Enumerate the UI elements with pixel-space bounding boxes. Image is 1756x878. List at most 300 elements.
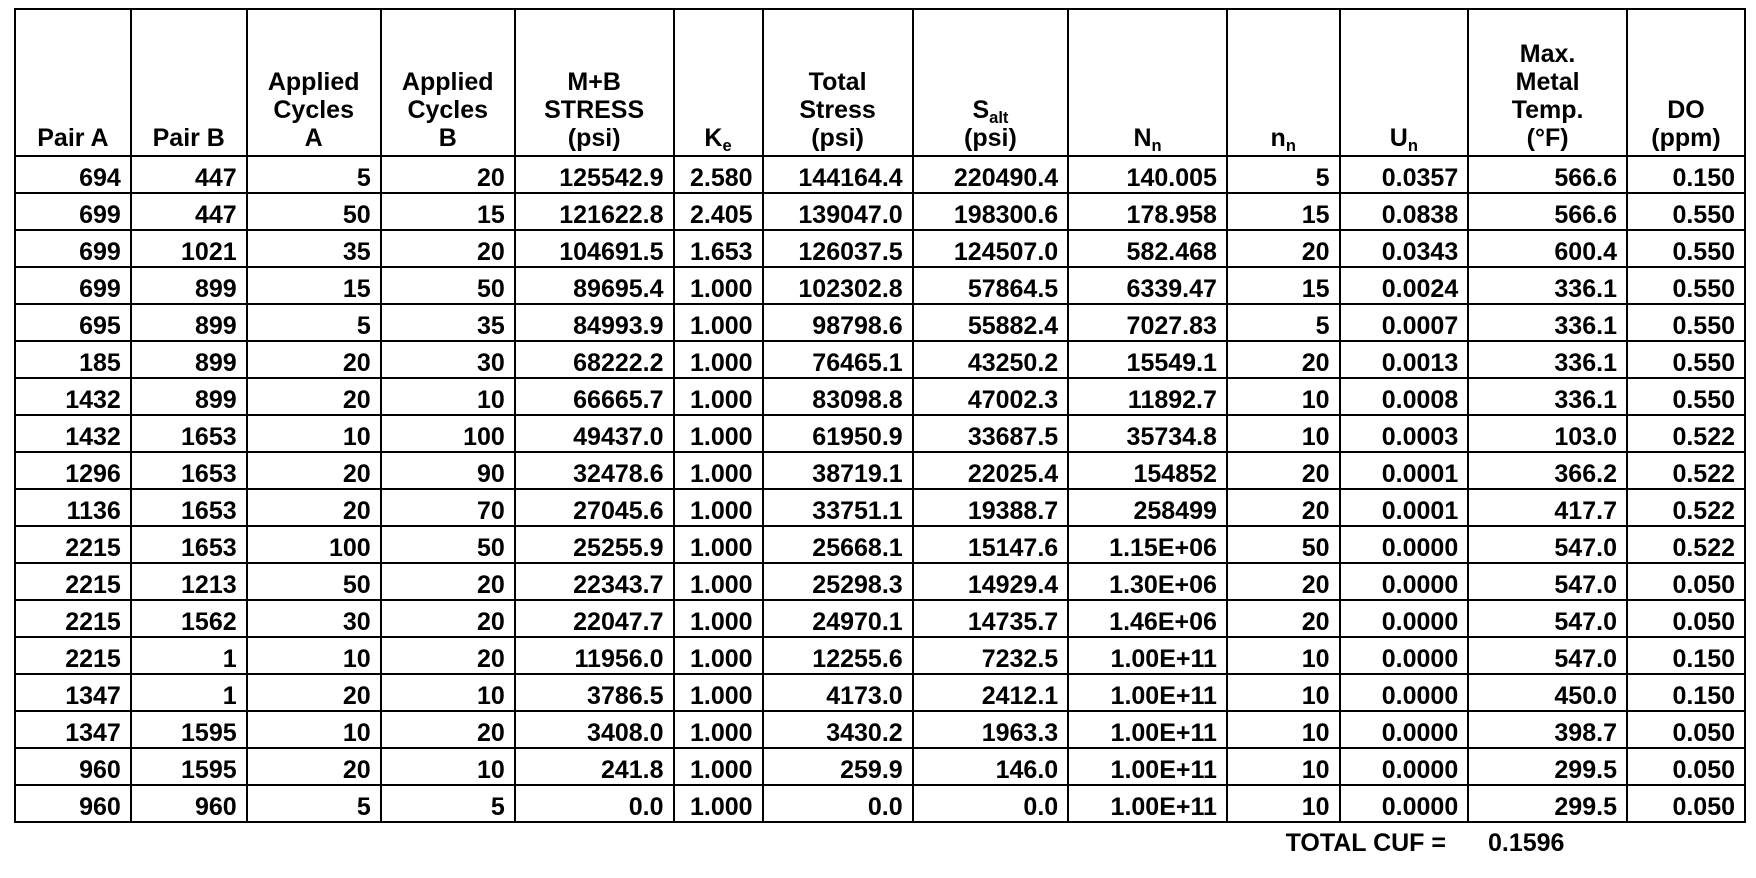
table-cell: 0.150 [1627,674,1745,711]
header-symbol: n [1270,124,1286,152]
table-cell: 547.0 [1468,637,1627,674]
table-cell: 5 [247,304,381,341]
table-cell: 11892.7 [1068,378,1227,415]
table-cell: 1432 [15,378,131,415]
table-cell: 1.000 [674,748,763,785]
table-cell: 1.000 [674,711,763,748]
column-header-nn-cycles [1227,9,1340,156]
table-cell: 1.00E+11 [1068,785,1227,822]
table-cell: 0.550 [1627,341,1745,378]
header-subscript: n [1151,136,1162,155]
table-cell: 336.1 [1468,378,1627,415]
table-cell: 2215 [15,526,131,563]
table-cell: 1.15E+06 [1068,526,1227,563]
table-cell: 121622.8 [515,193,674,230]
table-cell: 1653 [131,415,247,452]
table-cell: 699 [15,193,131,230]
table-cell: 11956.0 [515,637,674,674]
table-cell: 450.0 [1468,674,1627,711]
table-cell: 0.150 [1627,156,1745,193]
table-cell: 1 [131,674,247,711]
table-cell: 899 [131,378,247,415]
table-cell: 20 [381,637,515,674]
table-cell: 0.522 [1627,415,1745,452]
table-cell: 20 [381,600,515,637]
table-cell: 1.00E+11 [1068,637,1227,674]
table-cell: 366.2 [1468,452,1627,489]
header-subscript: e [722,136,732,155]
table-cell: 0.050 [1627,600,1745,637]
table-cell: 70 [381,489,515,526]
table-cell: 20 [1227,489,1340,526]
table-cell: 0.0013 [1340,341,1469,378]
table-cell: 0.0001 [1340,489,1469,526]
table-cell: 1963.3 [913,711,1069,748]
table-cell: 0.0 [763,785,913,822]
table-cell: 90 [381,452,515,489]
table-cell: 20 [1227,452,1340,489]
header-line: Stress [799,96,876,124]
table-cell: 600.4 [1468,230,1627,267]
header-line: Metal [1515,68,1580,96]
header-line: B [438,124,457,152]
table-cell: 20 [247,748,381,785]
table-cell: 20 [247,452,381,489]
table-cell: 5 [381,785,515,822]
header-subscript: n [1407,136,1418,155]
table-cell: 220490.4 [913,156,1069,193]
table-cell: 43250.2 [913,341,1069,378]
table-cell: 24970.1 [763,600,913,637]
table-cell: 0.522 [1627,452,1745,489]
table-cell: 699 [15,267,131,304]
table-cell: 1021 [131,230,247,267]
header-line: (°F) [1526,124,1569,152]
header-line: (psi) [964,124,1017,152]
table-cell: 547.0 [1468,600,1627,637]
header-line: Pair B [152,124,225,152]
table-cell: 38719.1 [763,452,913,489]
table-cell: 35 [381,304,515,341]
table-cell: 198300.6 [913,193,1069,230]
table-cell: 0.0838 [1340,193,1469,230]
table-cell: 1562 [131,600,247,637]
table-cell: 0.522 [1627,489,1745,526]
table-cell: 50 [381,526,515,563]
table-cell: 447 [131,156,247,193]
table-cell: 5 [1227,304,1340,341]
table-cell: 10 [1227,674,1340,711]
table-cell: 1 [131,637,247,674]
table-cell: 33751.1 [763,489,913,526]
table-cell: 7027.83 [1068,304,1227,341]
table-cell: 899 [131,267,247,304]
cumulative-usage-factor-table [14,8,1746,823]
column-header-mb-stress [515,9,674,156]
table-cell: 0.0 [913,785,1069,822]
table-row [15,711,1745,748]
table-cell: 258499 [1068,489,1227,526]
table-cell: 14929.4 [913,563,1069,600]
table-cell: 10 [1227,711,1340,748]
table-cell: 20 [247,489,381,526]
table-cell: 10 [1227,637,1340,674]
table-cell: 1595 [131,748,247,785]
table-cell: 20 [381,711,515,748]
table-cell: 25255.9 [515,526,674,563]
table-cell: 1.000 [674,674,763,711]
table-cell: 76465.1 [763,341,913,378]
table-cell: 0.0007 [1340,304,1469,341]
table-row [15,341,1745,378]
header-symbol: K [704,124,723,152]
table-cell: 49437.0 [515,415,674,452]
table-cell: 0.050 [1627,563,1745,600]
table-cell: 1.000 [674,785,763,822]
table-cell: 0.0000 [1340,526,1469,563]
table-cell: 0.0000 [1340,637,1469,674]
table-cell: 15 [381,193,515,230]
header-line: M+B [567,68,621,96]
table-cell: 1.46E+06 [1068,600,1227,637]
table-cell: 0.0343 [1340,230,1469,267]
table-cell: 19388.7 [913,489,1069,526]
total-cuf-value: 0.1596 [1488,829,1565,857]
table-row [15,415,1745,452]
header-line [1350,124,1459,155]
table-cell: 20 [381,230,515,267]
table-cell: 2.580 [674,156,763,193]
table-cell: 10 [381,378,515,415]
table-cell: 15 [1227,267,1340,304]
table-cell: 0.050 [1627,711,1745,748]
table-cell: 1.000 [674,526,763,563]
table-cell: 960 [131,785,247,822]
table-cell: 0.550 [1627,304,1745,341]
table-cell: 0.550 [1627,267,1745,304]
header-line: Cycles [407,96,489,124]
table-cell: 100 [381,415,515,452]
table-cell: 1.000 [674,489,763,526]
table-cell: 299.5 [1468,785,1627,822]
table-cell: 0.0000 [1340,785,1469,822]
table-cell: 547.0 [1468,563,1627,600]
table-cell: 144164.4 [763,156,913,193]
column-header-ke [674,9,763,156]
table-cell: 1.000 [674,600,763,637]
total-cuf-row [14,829,1746,858]
table-cell: 1.653 [674,230,763,267]
table-row [15,600,1745,637]
table-cell: 15 [247,267,381,304]
table-row [15,674,1745,711]
table-cell: 35 [247,230,381,267]
table-cell: 1.000 [674,378,763,415]
table-cell: 20 [1227,341,1340,378]
table-cell: 32478.6 [515,452,674,489]
table-cell: 50 [247,193,381,230]
table-cell: 0.0000 [1340,563,1469,600]
table-row [15,378,1745,415]
table-cell: 61950.9 [763,415,913,452]
table-cell: 1.00E+11 [1068,711,1227,748]
table-cell: 547.0 [1468,526,1627,563]
table-cell: 447 [131,193,247,230]
column-header-nn-capacity [1068,9,1227,156]
table-cell: 336.1 [1468,267,1627,304]
column-header-applied-cycles-a [247,9,381,156]
table-cell: 22025.4 [913,452,1069,489]
table-cell: 20 [381,156,515,193]
table-cell: 0.550 [1627,378,1745,415]
table-cell: 7232.5 [913,637,1069,674]
table-cell: 10 [247,637,381,674]
table-cell: 104691.5 [515,230,674,267]
table-cell: 2215 [15,637,131,674]
header-line: (psi) [811,124,864,152]
table-cell: 1.000 [674,452,763,489]
table-cell: 2215 [15,563,131,600]
table-cell: 582.468 [1068,230,1227,267]
table-cell: 0.0000 [1340,748,1469,785]
table-cell: 960 [15,785,131,822]
table-cell: 20 [247,674,381,711]
table-cell: 125542.9 [515,156,674,193]
table-cell: 2215 [15,600,131,637]
table-cell: 336.1 [1468,304,1627,341]
table-cell: 25298.3 [763,563,913,600]
table-cell: 0.0008 [1340,378,1469,415]
header-line: Temp. [1511,96,1584,124]
table-cell: 0.0024 [1340,267,1469,304]
table-cell: 0.0000 [1340,600,1469,637]
table-cell: 1653 [131,489,247,526]
table-cell: 20 [1227,600,1340,637]
total-cuf-label: TOTAL CUF = [1285,829,1446,857]
column-header-applied-cycles-b [381,9,515,156]
header-line: (psi) [567,124,621,152]
table-cell: 1296 [15,452,131,489]
header-line: (ppm) [1651,124,1721,152]
table-cell: 0.522 [1627,526,1745,563]
table-cell: 102302.8 [763,267,913,304]
header-line: Max. [1519,40,1576,68]
header-line: Pair A [37,124,109,152]
table-cell: 1.000 [674,415,763,452]
table-cell: 0.0001 [1340,452,1469,489]
table-cell: 699 [15,230,131,267]
table-cell: 1.30E+06 [1068,563,1227,600]
table-cell: 2.405 [674,193,763,230]
table-row [15,193,1745,230]
table-cell: 100 [247,526,381,563]
header-line: A [304,124,323,152]
table-cell: 566.6 [1468,156,1627,193]
table-cell: 15 [1227,193,1340,230]
table-cell: 0.150 [1627,637,1745,674]
header-symbol: N [1133,124,1152,152]
table-cell: 27045.6 [515,489,674,526]
table-cell: 1.000 [674,267,763,304]
table-cell: 140.005 [1068,156,1227,193]
table-cell: 57864.5 [913,267,1069,304]
table-cell: 1.000 [674,563,763,600]
table-row [15,489,1745,526]
header-line: STRESS [544,96,645,124]
table-cell: 417.7 [1468,489,1627,526]
table-cell: 139047.0 [763,193,913,230]
table-cell: 84993.9 [515,304,674,341]
table-row [15,304,1745,341]
table-row [15,230,1745,267]
table-cell: 3430.2 [763,711,913,748]
table-row [15,748,1745,785]
table-cell: 22047.7 [515,600,674,637]
table-cell: 30 [247,600,381,637]
table-cell: 1347 [15,674,131,711]
table-cell: 398.7 [1468,711,1627,748]
table-cell: 83098.8 [763,378,913,415]
table-cell: 1.00E+11 [1068,674,1227,711]
table-cell: 0.550 [1627,193,1745,230]
table-cell: 146.0 [913,748,1069,785]
table-cell: 299.5 [1468,748,1627,785]
table-cell: 241.8 [515,748,674,785]
table-cell: 4173.0 [763,674,913,711]
table-cell: 0.050 [1627,785,1745,822]
table-cell: 2412.1 [913,674,1069,711]
table-cell: 0.0003 [1340,415,1469,452]
table-cell: 960 [15,748,131,785]
table-cell: 10 [1227,748,1340,785]
table-cell: 6339.47 [1068,267,1227,304]
table-cell: 1.000 [674,304,763,341]
header-line: DO [1667,96,1705,124]
table-cell: 103.0 [1468,415,1627,452]
table-cell: 55882.4 [913,304,1069,341]
column-header-salt [913,9,1069,156]
header-line: Cycles [273,96,354,124]
table-cell: 1347 [15,711,131,748]
table-cell: 126037.5 [763,230,913,267]
table-cell: 89695.4 [515,267,674,304]
table-cell: 1.000 [674,341,763,378]
header-line: Total [808,68,867,96]
table-cell: 259.9 [763,748,913,785]
table-cell: 25668.1 [763,526,913,563]
table-cell: 1432 [15,415,131,452]
table-row [15,156,1745,193]
table-cell: 336.1 [1468,341,1627,378]
table-cell: 1595 [131,711,247,748]
table-row [15,563,1745,600]
table-cell: 3786.5 [515,674,674,711]
table-cell: 10 [1227,415,1340,452]
header-line [684,124,753,155]
table-cell: 3408.0 [515,711,674,748]
table-cell: 5 [1227,156,1340,193]
header-line [1078,124,1217,155]
column-header-do [1627,9,1745,156]
table-row [15,785,1745,822]
table-cell: 20 [1227,563,1340,600]
header-line [923,96,1059,127]
table-cell: 0.0000 [1340,711,1469,748]
table-cell: 566.6 [1468,193,1627,230]
table-row [15,526,1745,563]
table-cell: 50 [1227,526,1340,563]
table-cell: 5 [247,785,381,822]
table-cell: 30 [381,341,515,378]
table-cell: 10 [1227,785,1340,822]
table-cell: 20 [381,563,515,600]
table-cell: 98798.6 [763,304,913,341]
table-cell: 14735.7 [913,600,1069,637]
table-cell: 10 [381,748,515,785]
table-cell: 185 [15,341,131,378]
table-cell: 0.050 [1627,748,1745,785]
table-cell: 68222.2 [515,341,674,378]
table-row [15,637,1745,674]
table-cell: 20 [247,378,381,415]
table-cell: 1.000 [674,637,763,674]
column-header-pair-b [131,9,247,156]
table-cell: 0.0357 [1340,156,1469,193]
table-cell: 124507.0 [913,230,1069,267]
table-row [15,452,1745,489]
header-subscript: alt [989,108,1009,127]
table-cell: 1653 [131,526,247,563]
column-header-max-metal-temp [1468,9,1627,156]
table-header [15,9,1745,156]
table-cell: 10 [247,415,381,452]
table-cell: 1136 [15,489,131,526]
header-symbol: U [1389,124,1408,152]
table-cell: 15549.1 [1068,341,1227,378]
table-cell: 15147.6 [913,526,1069,563]
table-header-row [15,9,1745,156]
table-cell: 35734.8 [1068,415,1227,452]
table-cell: 178.958 [1068,193,1227,230]
table-cell: 66665.7 [515,378,674,415]
column-header-un-usage [1340,9,1469,156]
table-cell: 1653 [131,452,247,489]
header-line [1237,124,1330,155]
table-cell: 50 [381,267,515,304]
header-line: Applied [401,68,494,96]
header-symbol: S [972,96,990,124]
table-cell: 154852 [1068,452,1227,489]
table-cell: 22343.7 [515,563,674,600]
table-body [15,156,1745,822]
table-cell: 5 [247,156,381,193]
table-cell: 0.0000 [1340,674,1469,711]
header-subscript: n [1285,136,1296,155]
table-cell: 0.550 [1627,230,1745,267]
table-cell: 0.0 [515,785,674,822]
table-cell: 10 [247,711,381,748]
table-cell: 10 [1227,378,1340,415]
table-cell: 50 [247,563,381,600]
column-header-total-stress [763,9,913,156]
table-cell: 899 [131,341,247,378]
table-cell: 47002.3 [913,378,1069,415]
table-cell: 694 [15,156,131,193]
column-header-pair-a [15,9,131,156]
table-cell: 1213 [131,563,247,600]
table-cell: 10 [381,674,515,711]
table-cell: 20 [247,341,381,378]
